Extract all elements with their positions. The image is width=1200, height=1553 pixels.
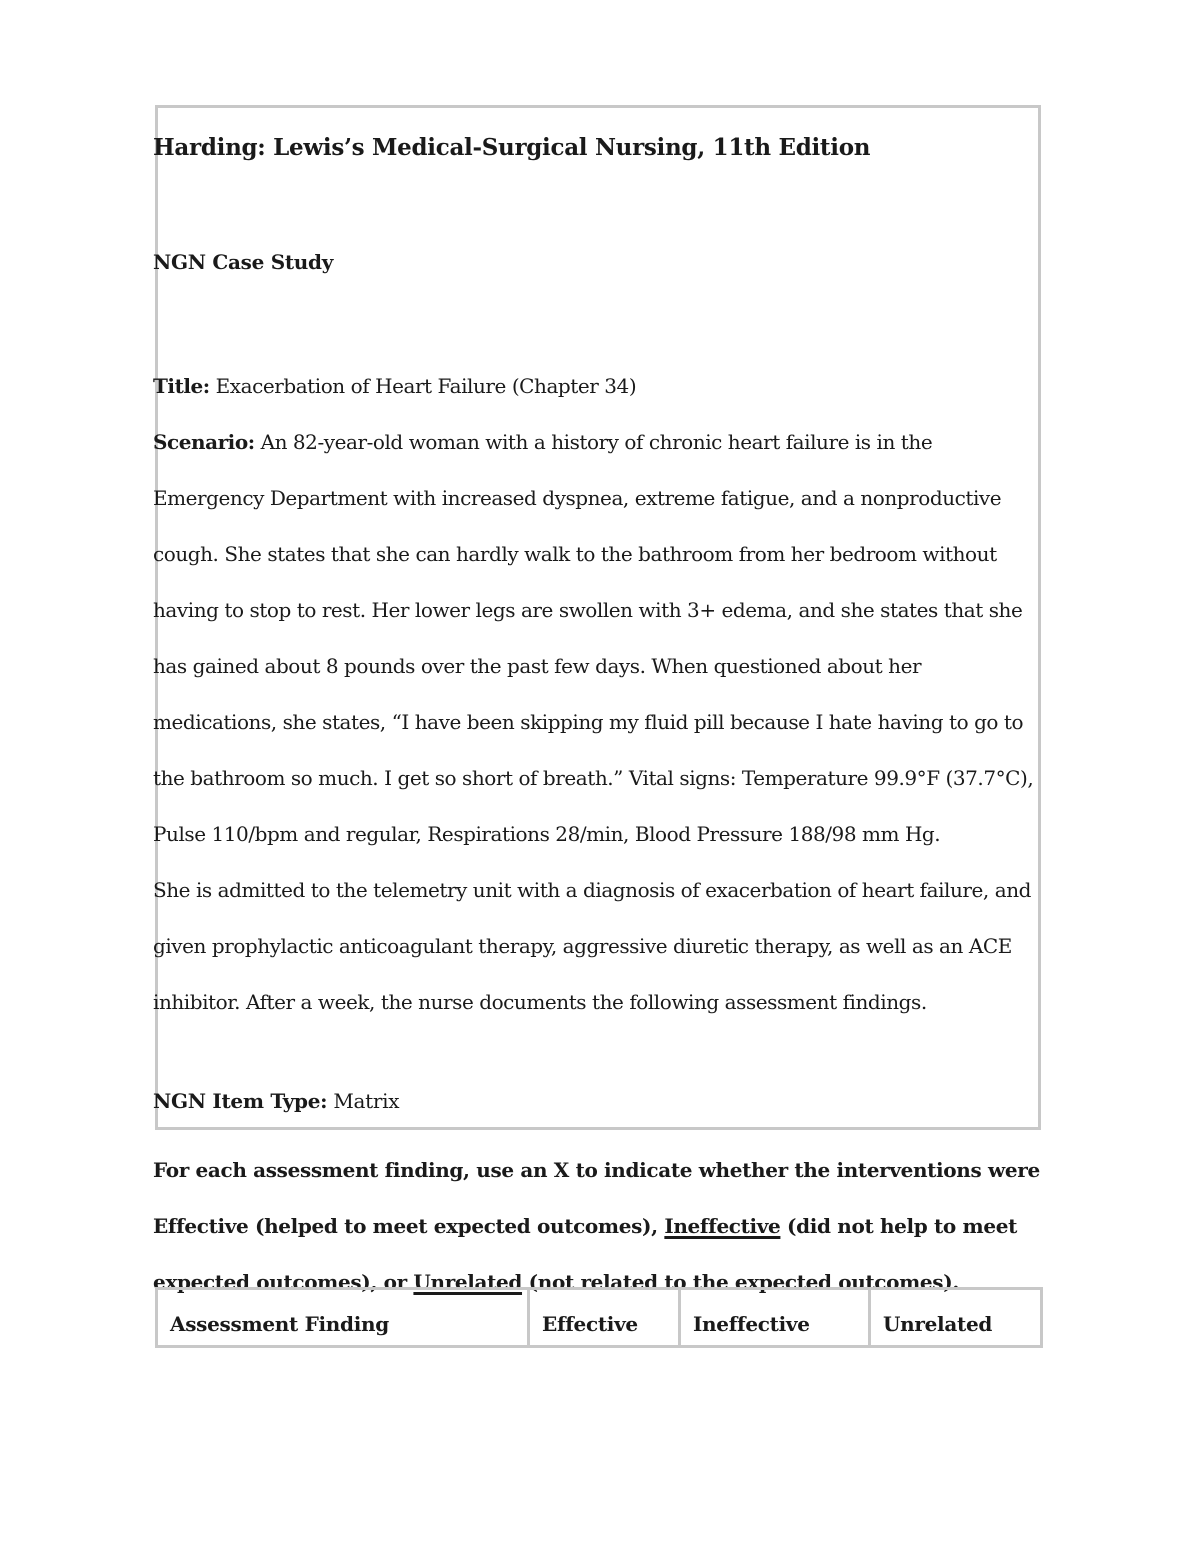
case-study-heading: NGN Case Study <box>153 250 334 274</box>
header-effective: Effective <box>527 1290 678 1345</box>
scenario-text: An 82-year-old woman with a history of chronic heart failure is in the Emergency Department with increased dyspnea, extreme fatigue, and a nonproductive cough. She states that she can hardly walk to the bathroom from her bedroom without having to stop to rest. Her lower legs are swollen with 3+ edema, and she states that she has gained about 8 pounds over the past few days. When questioned about her medications, she states, “I have been skipping my fluid pill because I hate having to go to the bathroom so much. I get so short of breath.” <box>153 430 1024 790</box>
unrelated-term: Unrelated <box>413 1270 523 1294</box>
title-label: Title: <box>153 374 210 398</box>
header-unrelated: Unrelated <box>868 1290 1040 1345</box>
assessment-matrix-table <box>155 1287 1043 1348</box>
ineffective-term: Ineffective <box>664 1214 781 1238</box>
header-assessment-finding: Assessment Finding <box>170 1312 389 1336</box>
header-ineffective: Ineffective <box>678 1290 868 1345</box>
instructions-part1: For each assessment finding, use an X to indicate whether the interventions were Effective (helped to meet expected outcomes), <box>153 1158 1040 1238</box>
title-value: Exacerbation of Heart Failure (Chapter 34) <box>215 374 637 398</box>
admission-paragraph: She is admitted to the telemetry unit with a diagnosis of exacerbation of heart failure, and given prophylactic anticoagulant therapy, aggressive diuretic therapy, as well as an ACE inhibitor. After a week, the nurse documents the following assessment findings. <box>153 878 1032 1014</box>
matrix-instructions <box>153 1142 1048 1310</box>
item-type-line <box>153 1089 399 1113</box>
table-header-row <box>158 1290 1040 1345</box>
instructions-part3: (not related to the expected outcomes). <box>522 1270 959 1294</box>
document-title: Harding: Lewis’s Medical-Surgical Nursing, 11th Edition <box>153 134 871 161</box>
instructions-part2: (did not help to meet expected outcomes), or <box>153 1214 1017 1294</box>
scenario-paragraph <box>153 414 1048 862</box>
vital-signs-text: Vital signs: Temperature 99.9°F (37.7°C), Pulse 110/bpm and regular, Respirations 28/min, Blood Pressure 188/98 mm Hg. <box>153 766 1034 846</box>
case-body <box>153 358 1048 1030</box>
item-type-value: Matrix <box>333 1089 400 1113</box>
case-title-line <box>153 358 1048 414</box>
scenario-label: Scenario: <box>153 430 255 454</box>
item-type-label: NGN Item Type: <box>153 1089 328 1113</box>
